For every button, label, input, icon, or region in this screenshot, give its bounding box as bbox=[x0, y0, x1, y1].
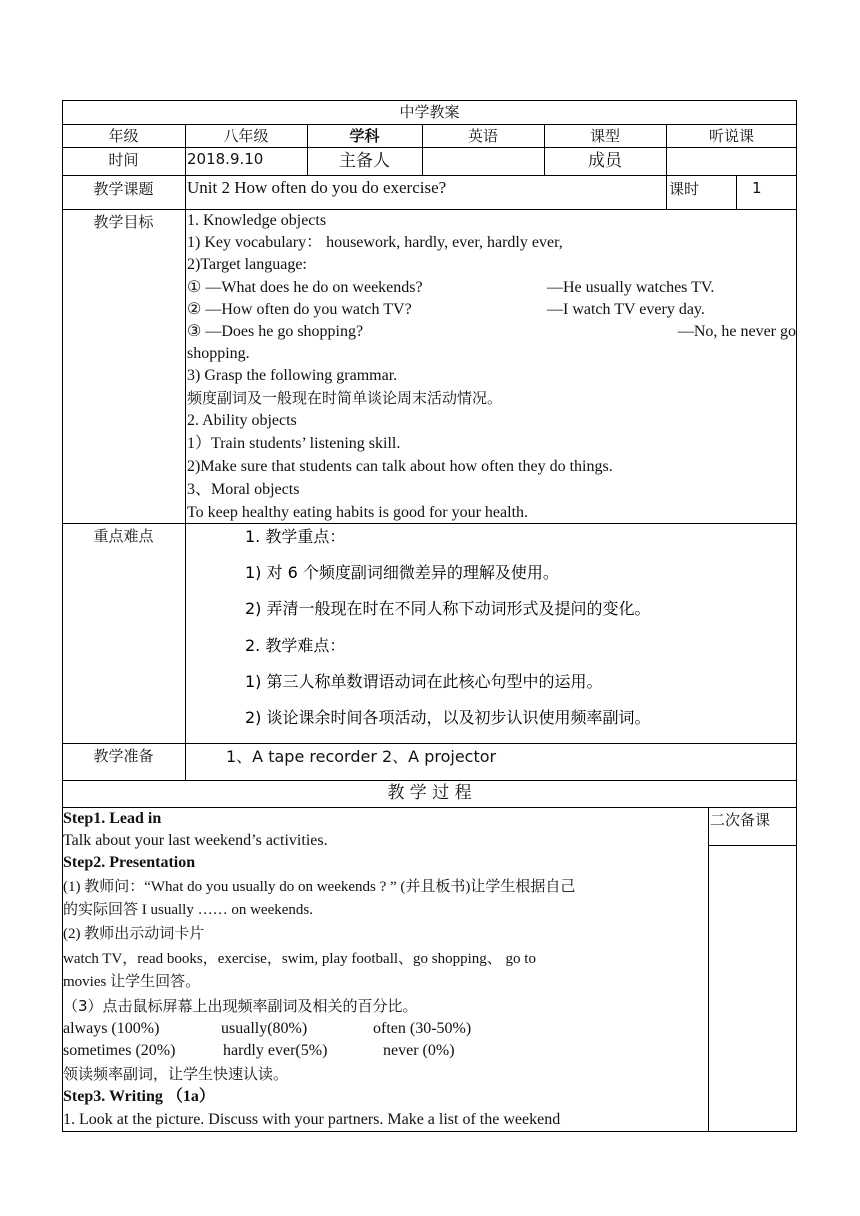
objective-line: 1. Knowledge objects bbox=[187, 212, 327, 229]
lesson-plan-table bbox=[62, 100, 797, 1133]
rule bbox=[62, 209, 797, 210]
type-label: 课型 bbox=[589, 127, 620, 145]
doc-title: 中学教案 bbox=[399, 103, 460, 121]
time-label: 时间 bbox=[108, 151, 139, 169]
rule bbox=[62, 147, 797, 148]
step-text: watch TV，read books，exercise，swim, play football、go shopping、 go to bbox=[63, 951, 536, 967]
dialog-question: ① —What does he do on weekends? bbox=[187, 279, 423, 296]
process-title: 教 学 过 程 bbox=[387, 783, 472, 803]
key-point-item: 2. 教学难点： bbox=[245, 636, 346, 655]
step-text: 的实际回答 I usually …… on weekends. bbox=[63, 902, 313, 918]
step-text: Talk about your last weekend’s activities. bbox=[63, 832, 328, 849]
objective-line: To keep healthy eating habits is good for your health. bbox=[187, 504, 529, 521]
objective-line: 1）Train students’ listening skill. bbox=[187, 435, 401, 452]
subject-value: 英语 bbox=[467, 127, 498, 145]
objective-line: 2. Ability objects bbox=[187, 412, 297, 429]
step-text: 1. Look at the picture. Discuss with your partners. Make a list of the weekend bbox=[63, 1111, 561, 1128]
key-point-item: 1) 对 6 个频度副词细微差异的理解及使用。 bbox=[245, 563, 559, 582]
frequency-item: never (0%) bbox=[383, 1042, 455, 1059]
rule bbox=[185, 124, 186, 744]
key-point-item: 2) 弄清一般现在时在不同人称下动词形式及提问的变化。 bbox=[245, 599, 651, 618]
time-value: 2018.9.10 bbox=[187, 150, 264, 168]
dialog-continuation: shopping. bbox=[187, 345, 250, 362]
objective-line: 3) Grasp the following grammar. bbox=[187, 367, 398, 384]
frequency-item: usually(80%) bbox=[221, 1020, 308, 1037]
step-text: (2) 教师出示动词卡片 bbox=[63, 926, 205, 942]
rule bbox=[666, 175, 667, 210]
key-point-item: 1) 第三人称单数谓语动词在此核心句型中的运用。 bbox=[245, 672, 603, 691]
rule bbox=[796, 100, 797, 1132]
members-label: 成员 bbox=[588, 151, 622, 171]
step-title: Step1. Lead in bbox=[63, 810, 162, 827]
rule bbox=[62, 175, 797, 176]
subject-label: 学科 bbox=[349, 127, 380, 145]
frequency-item: hardly ever(5%) bbox=[223, 1042, 328, 1059]
objective-line: 频度副词及一般现在时简单谈论周末活动情况。 bbox=[187, 389, 503, 407]
rule bbox=[185, 743, 186, 781]
step-text: (1) 教师问：“What do you usually do on weekends ? ” (并且板书)让学生根据自己 bbox=[63, 879, 576, 895]
step-text: 领读频率副词，让学生快速认读。 bbox=[63, 1065, 289, 1083]
rule bbox=[708, 845, 797, 846]
topic-value: Unit 2 How often do you do exercise? bbox=[187, 178, 447, 197]
hours-label: 课时 bbox=[669, 180, 700, 198]
dialog-question: ② —How often do you watch TV? bbox=[187, 301, 412, 318]
hours-value: 1 bbox=[752, 179, 762, 197]
frequency-item: often (30-50%) bbox=[373, 1020, 472, 1037]
dialog-answer: —He usually watches TV. bbox=[547, 279, 715, 296]
step-text: （3）点击鼠标屏幕上出现频率副词及相关的百分比。 bbox=[63, 997, 418, 1015]
dialog-question: ③ —Does he go shopping? bbox=[187, 323, 364, 340]
objective-line: 2)Target language: bbox=[187, 256, 307, 273]
step-title: Step2. Presentation bbox=[63, 854, 196, 871]
type-value: 听说课 bbox=[708, 127, 754, 145]
second-prep-label: 二次备课 bbox=[710, 811, 771, 829]
objective-line: 3、Moral objects bbox=[187, 481, 300, 498]
rule bbox=[62, 807, 797, 808]
rule bbox=[708, 807, 709, 1132]
topic-label: 教学课题 bbox=[93, 180, 154, 198]
frequency-item: always (100%) bbox=[63, 1020, 160, 1037]
key-point-item: 2) 谈论课余时间各项活动，以及初步认识使用频率副词。 bbox=[245, 708, 651, 727]
rule bbox=[62, 1131, 797, 1132]
rule bbox=[62, 780, 797, 781]
objective-line: 1) Key vocabulary： housework, hardly, ever, hardly ever, bbox=[187, 234, 563, 251]
rule bbox=[736, 175, 737, 210]
key-point-item: 1. 教学重点： bbox=[245, 527, 346, 546]
step-title: Step3. Writing （1a） bbox=[63, 1088, 215, 1105]
preparation-label: 教学准备 bbox=[93, 747, 154, 765]
dialog-answer: —I watch TV every day. bbox=[547, 301, 705, 318]
lead-label: 主备人 bbox=[339, 151, 390, 171]
step-text: movies 让学生回答。 bbox=[63, 974, 201, 990]
rule bbox=[62, 743, 797, 744]
preparation-value: 1、A tape recorder 2、A projector bbox=[226, 747, 497, 766]
objectives-label: 教学目标 bbox=[93, 213, 154, 231]
key-points-label: 重点难点 bbox=[93, 527, 154, 545]
grade-value: 八年级 bbox=[223, 127, 269, 145]
grade-label: 年级 bbox=[108, 127, 139, 145]
objective-line: 2)Make sure that students can talk about how often they do things. bbox=[187, 458, 613, 475]
frequency-item: sometimes (20%) bbox=[63, 1042, 176, 1059]
dialog-answer: —No, he never go bbox=[677, 323, 796, 340]
